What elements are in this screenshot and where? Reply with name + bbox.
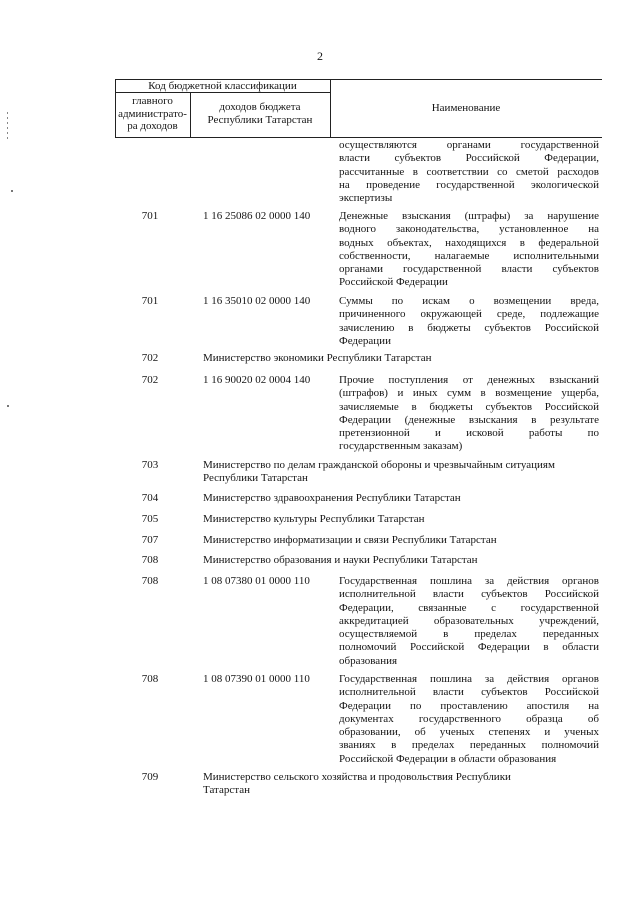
row-administrator-name: Министерство культуры Республики Татарстан: [203, 513, 425, 525]
margin-dot: [11, 190, 13, 192]
row-admin-code: 705: [141, 513, 159, 525]
row-name: Суммы по искам о возмещении вреда, причиненного окружающей среде, подлежащие зачислению в бюджеты субъектов Российской Федерации: [339, 295, 599, 347]
row-kbk: 1 16 90020 02 0004 140: [203, 374, 311, 386]
header-group-title: Код бюджетной классификации: [148, 80, 297, 92]
row-admin-code: 702: [141, 374, 159, 386]
row-name: Денежные взыскания (штрафы) за нарушение водного законодательства, установленное на водных объектах, находящихся в федеральной собственности, налагаемые исполнительными органами государственной власти субъектов Российской Федерации: [339, 210, 599, 289]
margin-dot: [7, 405, 9, 407]
row-admin-code: 702: [141, 352, 159, 364]
header-table: [115, 79, 602, 137]
row-name: Прочие поступления от денежных взысканий (штрафов) и иных сумм в возмещение ущерба, зачисляемые в бюджеты субъектов Российской Федерации (денежные взыскания в результате претензионной и исковой работы по государственным заказам): [339, 374, 599, 453]
row-administrator-name: Министерство здравоохранения Республики Татарстан: [203, 492, 461, 504]
row-kbk: 1 08 07390 01 0000 110: [203, 673, 310, 685]
row-name: Государственная пошлина за действия органов исполнительной власти субъектов Российской Федерации по проставлению апостиля на документах государственного образца об образовании, об ученых степенях и ученых званиях в пределах переданных полномочий Российской Федерации в области образования: [339, 673, 599, 765]
row-administrator-name: Министерство по делам гражданской обороны и чрезвычайным ситуациям Республики Татарстан: [203, 459, 555, 485]
header-col-income: доходов бюджета Республики Татарстан: [207, 101, 313, 126]
row-kbk: 1 16 25086 02 0000 140: [203, 210, 311, 222]
row-admin-code: 708: [141, 554, 159, 566]
row-admin-code: 703: [141, 459, 159, 471]
page-number: 2: [317, 49, 323, 63]
row-kbk: 1 08 07380 01 0000 110: [203, 575, 310, 587]
row-admin-code: 708: [141, 673, 159, 685]
row-admin-code: 701: [141, 295, 159, 307]
row-administrator-name: Министерство сельского хозяйства и продовольствия Республики Татарстан: [203, 771, 511, 797]
header-col-admin: главного администрато- ра доходов: [118, 95, 187, 132]
row-name: Государственная пошлина за действия органов исполнительной власти субъектов Российской Федерации, связанные с государственной аккредитацией образовательных учреждений, осуществляемой в пределах переданных полномочий Российской Федерации в области образования: [339, 575, 599, 667]
margin-binding-marks: [7, 112, 9, 142]
row-admin-code: 707: [141, 534, 159, 546]
row-kbk: 1 16 35010 02 0000 140: [203, 295, 311, 307]
row-name: осуществляются органами государственной власти субъектов Российской Федерации, рассчитанные в соответствии со сметой расходов на проведение государственной экологической экспертизы: [339, 139, 599, 205]
row-admin-code: 708: [141, 575, 159, 587]
row-admin-code: 701: [141, 210, 159, 222]
row-administrator-name: Министерство экономики Республики Татарстан: [203, 352, 432, 364]
row-admin-code: 709: [141, 771, 159, 783]
row-admin-code: 704: [141, 492, 159, 504]
row-administrator-name: Министерство информатизации и связи Республики Татарстан: [203, 534, 497, 546]
row-administrator-name: Министерство образования и науки Республики Татарстан: [203, 554, 478, 566]
header-col-name: Наименование: [431, 102, 501, 114]
